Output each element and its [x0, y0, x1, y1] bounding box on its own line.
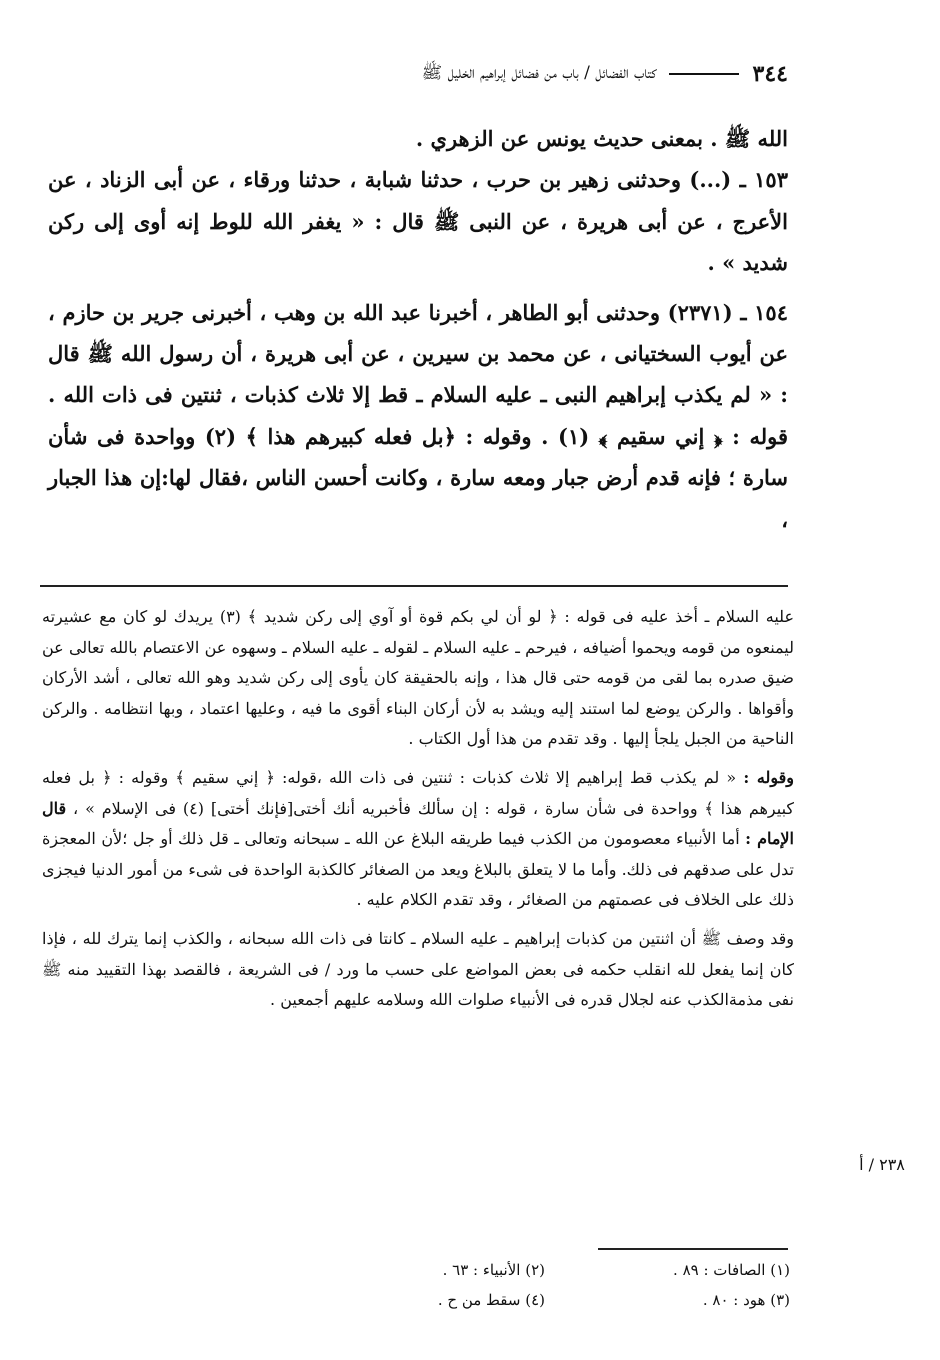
footnote-3: (٣) هود : ٨٠ . — [702, 1291, 790, 1309]
footnote-rule — [598, 1248, 788, 1250]
commentary-paragraph-1: عليه السلام ـ أخذ عليه فى قوله : ﴿ لو أن لي بكم قوة أو آوي إلى ركن شديد ﴾ (٣) يريدك لو كان مع عشيرته ليمنعوه من قومه ويحموا أضيافه ، فيرحم ـ عليه السلام ـ لقوله ـ عليه السلام ـ وسهوه عن الاعتصام بالله تعالى عن ضيق صدره بما لقى من قومه حتى قال هذا ، وإنه بالحقيقة كان يأوى إلى ركن شديد وهو الله تعالى ، أشد الأركان وأقواها . والركن يوضع لما استند إليه ويشد به لأن أركان البناء أقوى ما فيه ، وعليها اعتماد ، وبها انتظامه . والركن الناحية من الجبل يلجأ إليها . وقد تقدم من هذا أول الكتاب . — [42, 607, 795, 749]
footnote-4: (٤) سقط من ح . — [437, 1291, 545, 1309]
margin-folio-note: ٢٣٨ / أ — [859, 1155, 905, 1174]
hadith-153: ١٥٣ ـ (...) وحدثنى زهير بن حرب ، حدثنا شبابة ، حدثنا ورقاء ، عن أبى الزناد ، عن الأعرج ، عن أبى هريرة ، عن النبى ﷺ قال : « يغفر الله للوط إنه أوى إلى ركن شديد » . — [48, 167, 788, 276]
main-text — [48, 118, 788, 540]
page-number: ٣٤٤ — [752, 61, 788, 87]
imam-label: قال الإمام : — [42, 798, 794, 849]
commentary-paragraph-3: وقد وصف ﷺ أن اثنتين من كذبات إبراهيم ـ عليه السلام ـ كانتا فى ذات الله سبحانه ، والكذب إنما يترك لله ، فإذا كان إنما يفعل لله انقلب حكمه فى بعض المواضع على حسب ما ورد / فى الشريعة ، فالقصد بهذا التقييد منه ﷺ نفى مذمةالكذب عنه لجلال قدره فى الأنبياء صلوات الله وسلامه عليهم أجمعين . — [42, 928, 794, 1010]
running-title: كتاب الفضائل / باب من فضائل إبراهيم الخليل ﷺ — [421, 62, 657, 83]
hadith-154: ١٥٤ ـ (٢٣٧١) وحدثنى أبو الطاهر ، أخبرنا عبد الله بن وهب ، أخبرنى جرير بن حازم ، عن أيوب السختيانى ، عن محمد بن سيرين ، عن أبى هريرة ، أن رسول الله ﷺ قال : « لم يكذب إبراهيم النبى ـ عليه السلام ـ قط إلا ثلاث كذبات ، ثنتين فى ذات الله . قوله : ﴿ إني سقيم ﴾ (١) . وقوله : ﴿بل فعله كبيرهم هذا ﴾ (٢) وواحدة فى شأن سارة ؛ فإنه قدم أرض جبار ومعه سارة ، وكانت أحسن الناس ،فقال لها:إن هذا الجبار ، — [48, 299, 788, 532]
footnote-2: (٢) الأنبياء : ٦٣ . — [442, 1261, 545, 1279]
commentary-quote: « لم يكذب قط إبراهيم إلا ثلاث كذبات : ثنتين فى ذات الله ،قوله: ﴿ إني سقيم ﴾ وقوله : ﴿ بل فعله كبيرهم هذا ﴾ وواحدة فى شأن سارة ، قوله : إن سألك فأخبريه أنك أختى[فإنك أختى] (٤) فى الإسلام » ، — [42, 767, 795, 818]
footnotes — [300, 1258, 790, 1312]
header-rule — [669, 73, 739, 75]
intro-line: الله ﷺ . بمعنى حديث يونس عن الزهري . — [415, 126, 788, 151]
commentary-lead: وقوله : — [743, 767, 794, 787]
commentary-paragraph-2 — [42, 763, 794, 916]
page-header — [28, 56, 788, 92]
footnote-1: (١) الصافات : ٨٩ . — [673, 1261, 790, 1279]
text-separator — [40, 585, 788, 587]
imam-statement: أما الأنبياء معصومون من الكذب فيما طريقه البلاغ عن الله ـ سبحانه وتعالى ـ قل ذلك أو جل ؛لأن المعجزة تدل على صدقهم فى ذلك. وأما ما لا يتعلق بالبلاغ ويعد من الصغائر كالكذبة الواحدة فى شىء من أمور الدنيا فيجزى ذلك على الخلاف فى عصمتهم من الصغائر ، وقد تقدم الكلام عليه . — [42, 829, 795, 910]
commentary — [42, 602, 794, 1016]
